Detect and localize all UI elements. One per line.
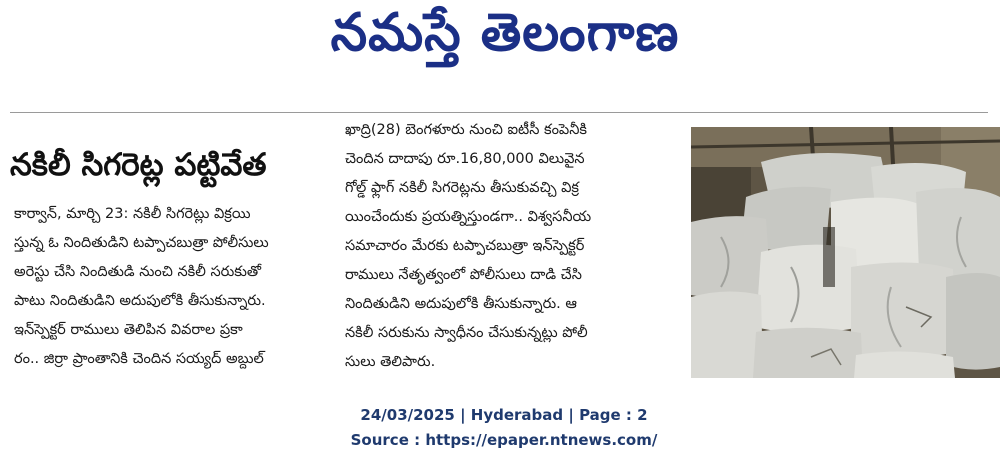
article-line: సులు తెలిపారు.	[345, 354, 436, 370]
footer-source-line: Source : https://epaper.ntnews.com/	[350, 431, 658, 449]
footer-date-line: 24/03/2025 | Hyderabad | Page : 2	[360, 406, 648, 424]
article-line: యించేందుకు ప్రయత్నిస్తుండగా.. విశ్వసనీయ	[345, 209, 592, 225]
masthead-title: నమస్తే తెలంగాణ	[330, 2, 680, 63]
article-line: గోల్డ్ ఫ్లాగ్ నకిలీ సిగరెట్లను తీసుకువచ్చి విక్ర	[345, 180, 579, 196]
article-line: అరెస్టు చేసి నిందితుడి నుంచి నకిలీ సరుకుతో	[14, 264, 261, 280]
article-photo	[691, 127, 1000, 378]
article-line: నిందితుడిని అదుపులోకి తీసుకున్నారు. ఆ	[345, 296, 577, 312]
header-divider	[10, 112, 988, 113]
article-line: సమాచారం మేరకు టప్పాచబుత్రా ఇన్‌స్పెక్టర్	[345, 238, 585, 254]
article-line: రాములు నేతృత్వంలో పోలీసులు దాడి చేసి	[345, 267, 582, 283]
article-line: కార్వాన్, మార్చి 23: నకిలీ సిగరెట్లు విక్రయి	[14, 206, 251, 222]
masthead-logo	[300, 4, 710, 74]
seized-sacks-image	[691, 127, 1000, 378]
article-line: ఇన్‌స్పెక్టర్ రాములు తెలిపిన వివరాల ప్రకా	[14, 322, 243, 338]
article-line: ఖాద్రి(28) బెంగళూరు నుంచి ఐటీసీ కంపెనీకి	[345, 122, 587, 138]
article-line: రం.. జిర్రా ప్రాంతానికి చెందిన సయ్యద్ అబ్దుల్	[14, 351, 264, 367]
article-line: స్తున్న ఓ నిందితుడిని టప్పాచబుత్రా పోలీసులు	[14, 235, 269, 251]
article-column-2	[345, 116, 675, 377]
article-line: పాటు నిందితుడిని అదుపులోకి తీసుకున్నారు.	[14, 293, 266, 309]
article-line: నకిలీ సరుకును స్వాధీనం చేసుకున్నట్లు పోలీ	[345, 325, 588, 341]
article-line: చెందిన దాదాపు రూ.16,80,000 విలువైన	[345, 151, 585, 167]
article-headline: నకిలీ సిగరెట్ల పట్టివేత	[10, 147, 267, 183]
article-column-1	[14, 200, 332, 374]
